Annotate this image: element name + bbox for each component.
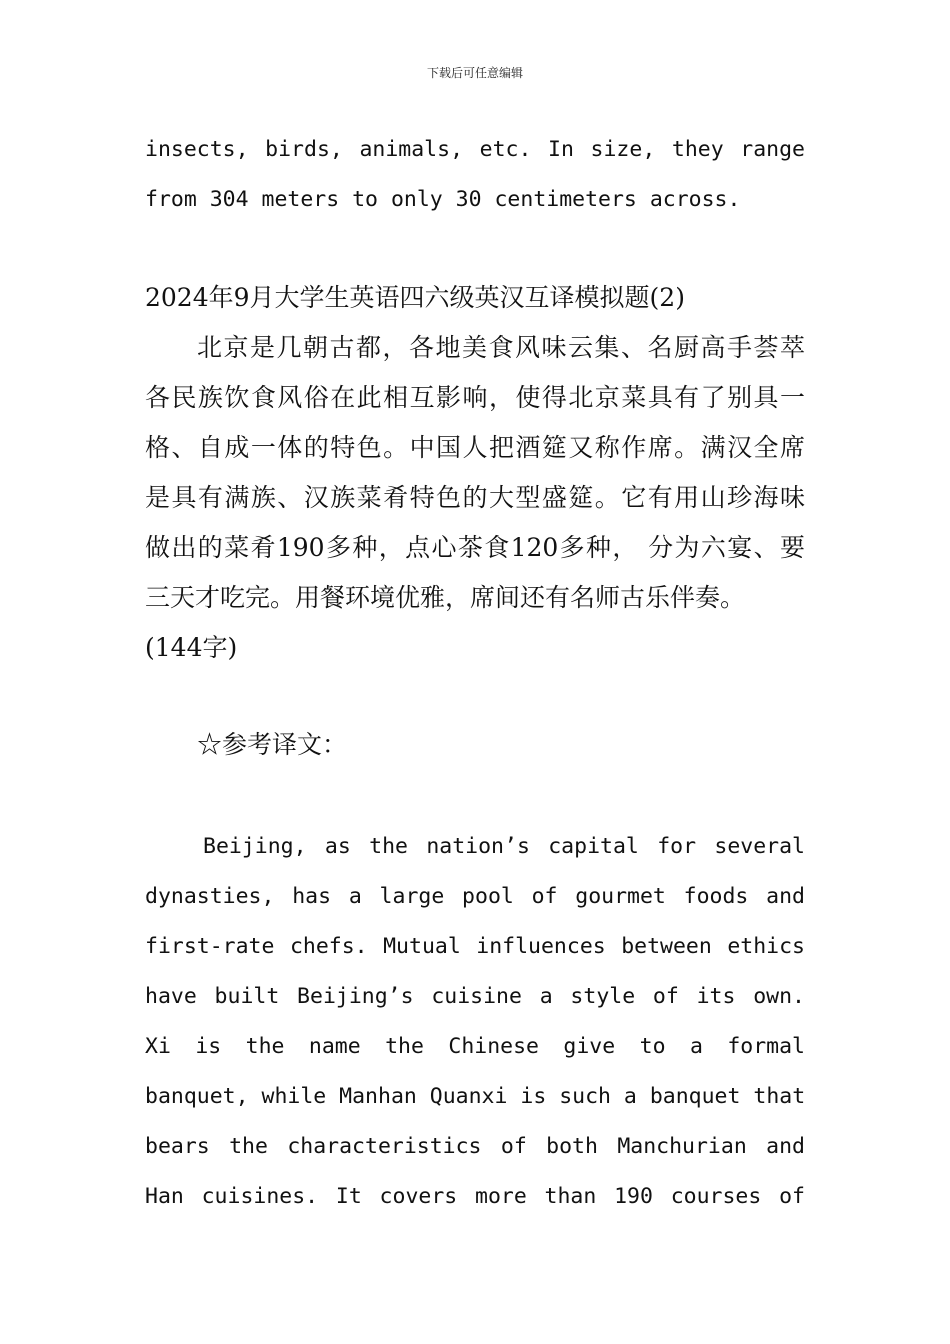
text-line: 做出的菜肴190多种，点心茶食120多种， 分为六宴、要 [145, 533, 805, 562]
chinese-passage [145, 323, 805, 673]
text-line: 各民族饮食风俗在此相互影响，使得北京菜具有了别具一 [145, 383, 805, 412]
text-line: 格、自成一体的特色。中国人把酒筵又称作席。满汉全席 [145, 433, 805, 462]
text-line: Han cuisines. It covers more than 190 courses of [145, 1184, 805, 1209]
text-line: insects, birds, animals, etc. In size, they range [145, 137, 805, 162]
page-header: 下载后可任意编辑 [426, 66, 523, 80]
text-line: 三天才吃完。用餐环境优雅，席间还有名师古乐伴奏。 [145, 583, 746, 612]
text-line: 是具有满族、汉族菜肴特色的大型盛筵。它有用山珍海味 [145, 483, 805, 512]
intro-english-paragraph [145, 125, 805, 225]
text-line: dynasties, has a large pool of gourmet foods and [145, 884, 805, 909]
text-line: Xi is the name the Chinese give to a formal [145, 1034, 805, 1059]
text-line: (144字) [145, 633, 238, 662]
reference-translation-label [145, 720, 805, 770]
text-line: banquet, while Manhan Quanxi is such a banquet that [145, 1084, 806, 1109]
text-line: have built Beijing’s cuisine a style of its own. [145, 984, 805, 1009]
text-line: first-rate chefs. Mutual influences between ethics [145, 934, 805, 959]
text-line: from 304 meters to only 30 centimeters across. [145, 187, 741, 212]
section-title-text: 2024年9月大学生英语四六级英汉互译模拟题(2) [145, 283, 685, 312]
english-translation-paragraph [145, 822, 805, 1222]
text-line: bears the characteristics of both Manchurian and [145, 1134, 805, 1159]
text-line: Beijing, as the nation’s capital for several [203, 834, 805, 859]
text-line: 北京是几朝古都，各地美食风味云集、名厨高手荟萃 [197, 333, 805, 362]
section-title [145, 273, 805, 323]
reference-label-text: ☆参考译文： [197, 730, 348, 759]
